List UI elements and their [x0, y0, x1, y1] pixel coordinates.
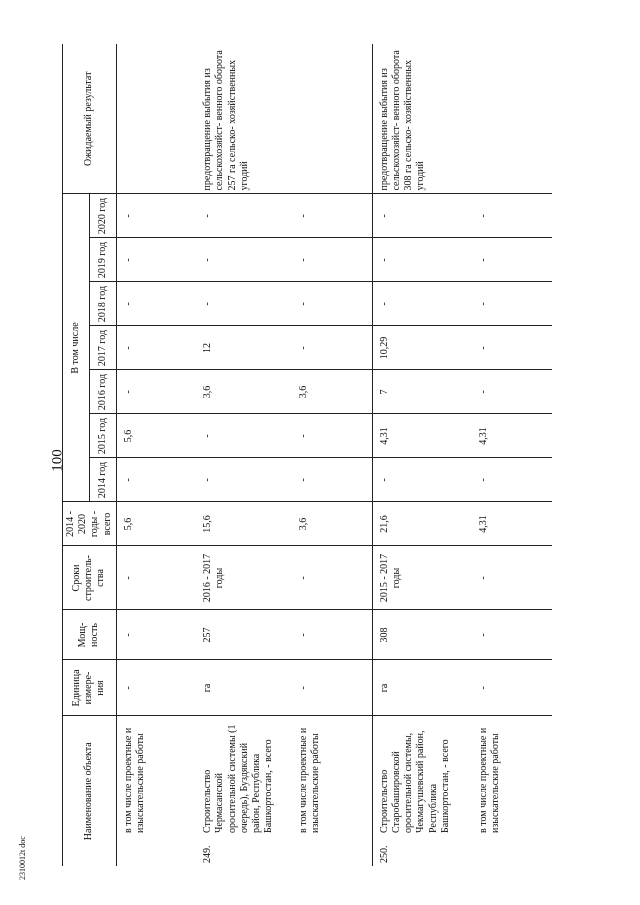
header-terms: Сроки строитель- ства: [63, 546, 117, 610]
object-name: Строительство Чермасанской оросительной системы (1 очередь), Буздякский район, Республика Башкортостан, - всего: [202, 724, 275, 833]
year-cell: -: [292, 194, 372, 238]
year-cell: -: [116, 194, 196, 238]
header-year: 2017 год: [89, 326, 116, 370]
header-row-1: [63, 44, 90, 866]
capacity-cell: 257: [196, 610, 292, 660]
terms-cell: 2016 - 2017 годы: [196, 546, 292, 610]
year-cell: -: [116, 326, 196, 370]
year-cell: 3,6: [196, 370, 292, 414]
table-row: [472, 44, 552, 866]
header-including: В том числе: [63, 194, 90, 502]
year-cell: -: [472, 282, 552, 326]
capacity-cell: 308: [372, 610, 472, 660]
year-cell: -: [116, 458, 196, 502]
table-row: [196, 44, 292, 866]
result-cell: предотвращение выбытия из сельскохозяйст- венного оборота 257 га сельско- хозяйственных угодий: [196, 44, 292, 194]
header-result: Ожидаемый результат: [63, 44, 117, 194]
year-cell: -: [372, 282, 472, 326]
row-number: [472, 836, 552, 866]
year-cell: -: [472, 238, 552, 282]
object-name: Строительство Старобашировской оросительной системы, Чекмагушевский район, Республика Башкортостан, - всего: [372, 716, 472, 836]
year-cell: -: [472, 326, 552, 370]
year-cell: -: [116, 370, 196, 414]
header-year: 2016 год: [89, 370, 116, 414]
year-cell: -: [372, 238, 472, 282]
terms-cell: -: [116, 546, 196, 610]
row-number: 250.: [372, 836, 472, 866]
year-cell: -: [372, 194, 472, 238]
unit-cell: -: [116, 660, 196, 716]
total-cell: 15,6: [196, 502, 292, 546]
object-name: в том числе проектные и изыскательские работы: [122, 727, 146, 833]
objects-table: [62, 44, 552, 866]
result-cell: предотвращение выбытия из сельскохозяйст- венного оборота 308 га сельско- хозяйственных угодий: [372, 44, 472, 194]
capacity-cell: -: [116, 610, 196, 660]
result-cell: [292, 44, 372, 194]
capacity-cell: -: [292, 610, 372, 660]
footer-code: 2310012t doc: [18, 836, 27, 880]
year-cell: -: [196, 282, 292, 326]
table-row: [292, 44, 372, 866]
year-cell: 3,6: [292, 370, 372, 414]
rotated-page: [62, 44, 632, 866]
row-number: 249.: [202, 845, 214, 863]
year-cell: -: [472, 458, 552, 502]
row-number: [292, 836, 372, 866]
object-name: в том числе проектные и изыскательские работы: [298, 727, 322, 833]
result-cell: [116, 44, 196, 194]
year-cell: -: [472, 194, 552, 238]
year-cell: -: [196, 238, 292, 282]
total-cell: 21,6: [372, 502, 472, 546]
header-name: Наименование объекта: [63, 716, 117, 866]
header-year: 2018 год: [89, 282, 116, 326]
year-cell: -: [196, 194, 292, 238]
year-cell: 4,31: [372, 414, 472, 458]
year-cell: 7: [372, 370, 472, 414]
total-cell: 5,6: [116, 502, 196, 546]
year-cell: 4,31: [472, 414, 552, 458]
unit-cell: -: [472, 660, 552, 716]
year-cell: 10,29: [372, 326, 472, 370]
year-cell: 5,6: [116, 414, 196, 458]
unit-cell: га: [196, 660, 292, 716]
year-cell: -: [292, 282, 372, 326]
header-total: 2014 - 2020 годы - всего: [63, 502, 117, 546]
year-cell: -: [196, 458, 292, 502]
header-year: 2019 год: [89, 238, 116, 282]
table-row: [372, 44, 472, 866]
year-cell: -: [292, 414, 372, 458]
year-cell: -: [196, 414, 292, 458]
page-number: 100: [49, 449, 66, 472]
year-cell: 12: [196, 326, 292, 370]
total-cell: 3,6: [292, 502, 372, 546]
year-cell: -: [292, 238, 372, 282]
year-cell: -: [372, 458, 472, 502]
header-year: 2014 год: [89, 458, 116, 502]
header-year: 2015 год: [89, 414, 116, 458]
year-cell: -: [472, 370, 552, 414]
terms-cell: 2015 - 2017 годы: [372, 546, 472, 610]
row-number: [116, 836, 196, 866]
capacity-cell: -: [472, 610, 552, 660]
terms-cell: -: [292, 546, 372, 610]
table-row: [116, 44, 196, 866]
unit-cell: -: [292, 660, 372, 716]
result-cell: [472, 44, 552, 194]
header-capacity: Мощ- ность: [63, 610, 117, 660]
year-cell: -: [292, 458, 372, 502]
object-name: в том числе проектные и изыскательские работы: [478, 727, 502, 833]
terms-cell: -: [472, 546, 552, 610]
header-unit: Единица измере- ния: [63, 660, 117, 716]
header-year: 2020 год: [89, 194, 116, 238]
year-cell: -: [116, 282, 196, 326]
year-cell: -: [116, 238, 196, 282]
year-cell: -: [292, 326, 372, 370]
total-cell: 4,31: [472, 502, 552, 546]
unit-cell: га: [372, 660, 472, 716]
